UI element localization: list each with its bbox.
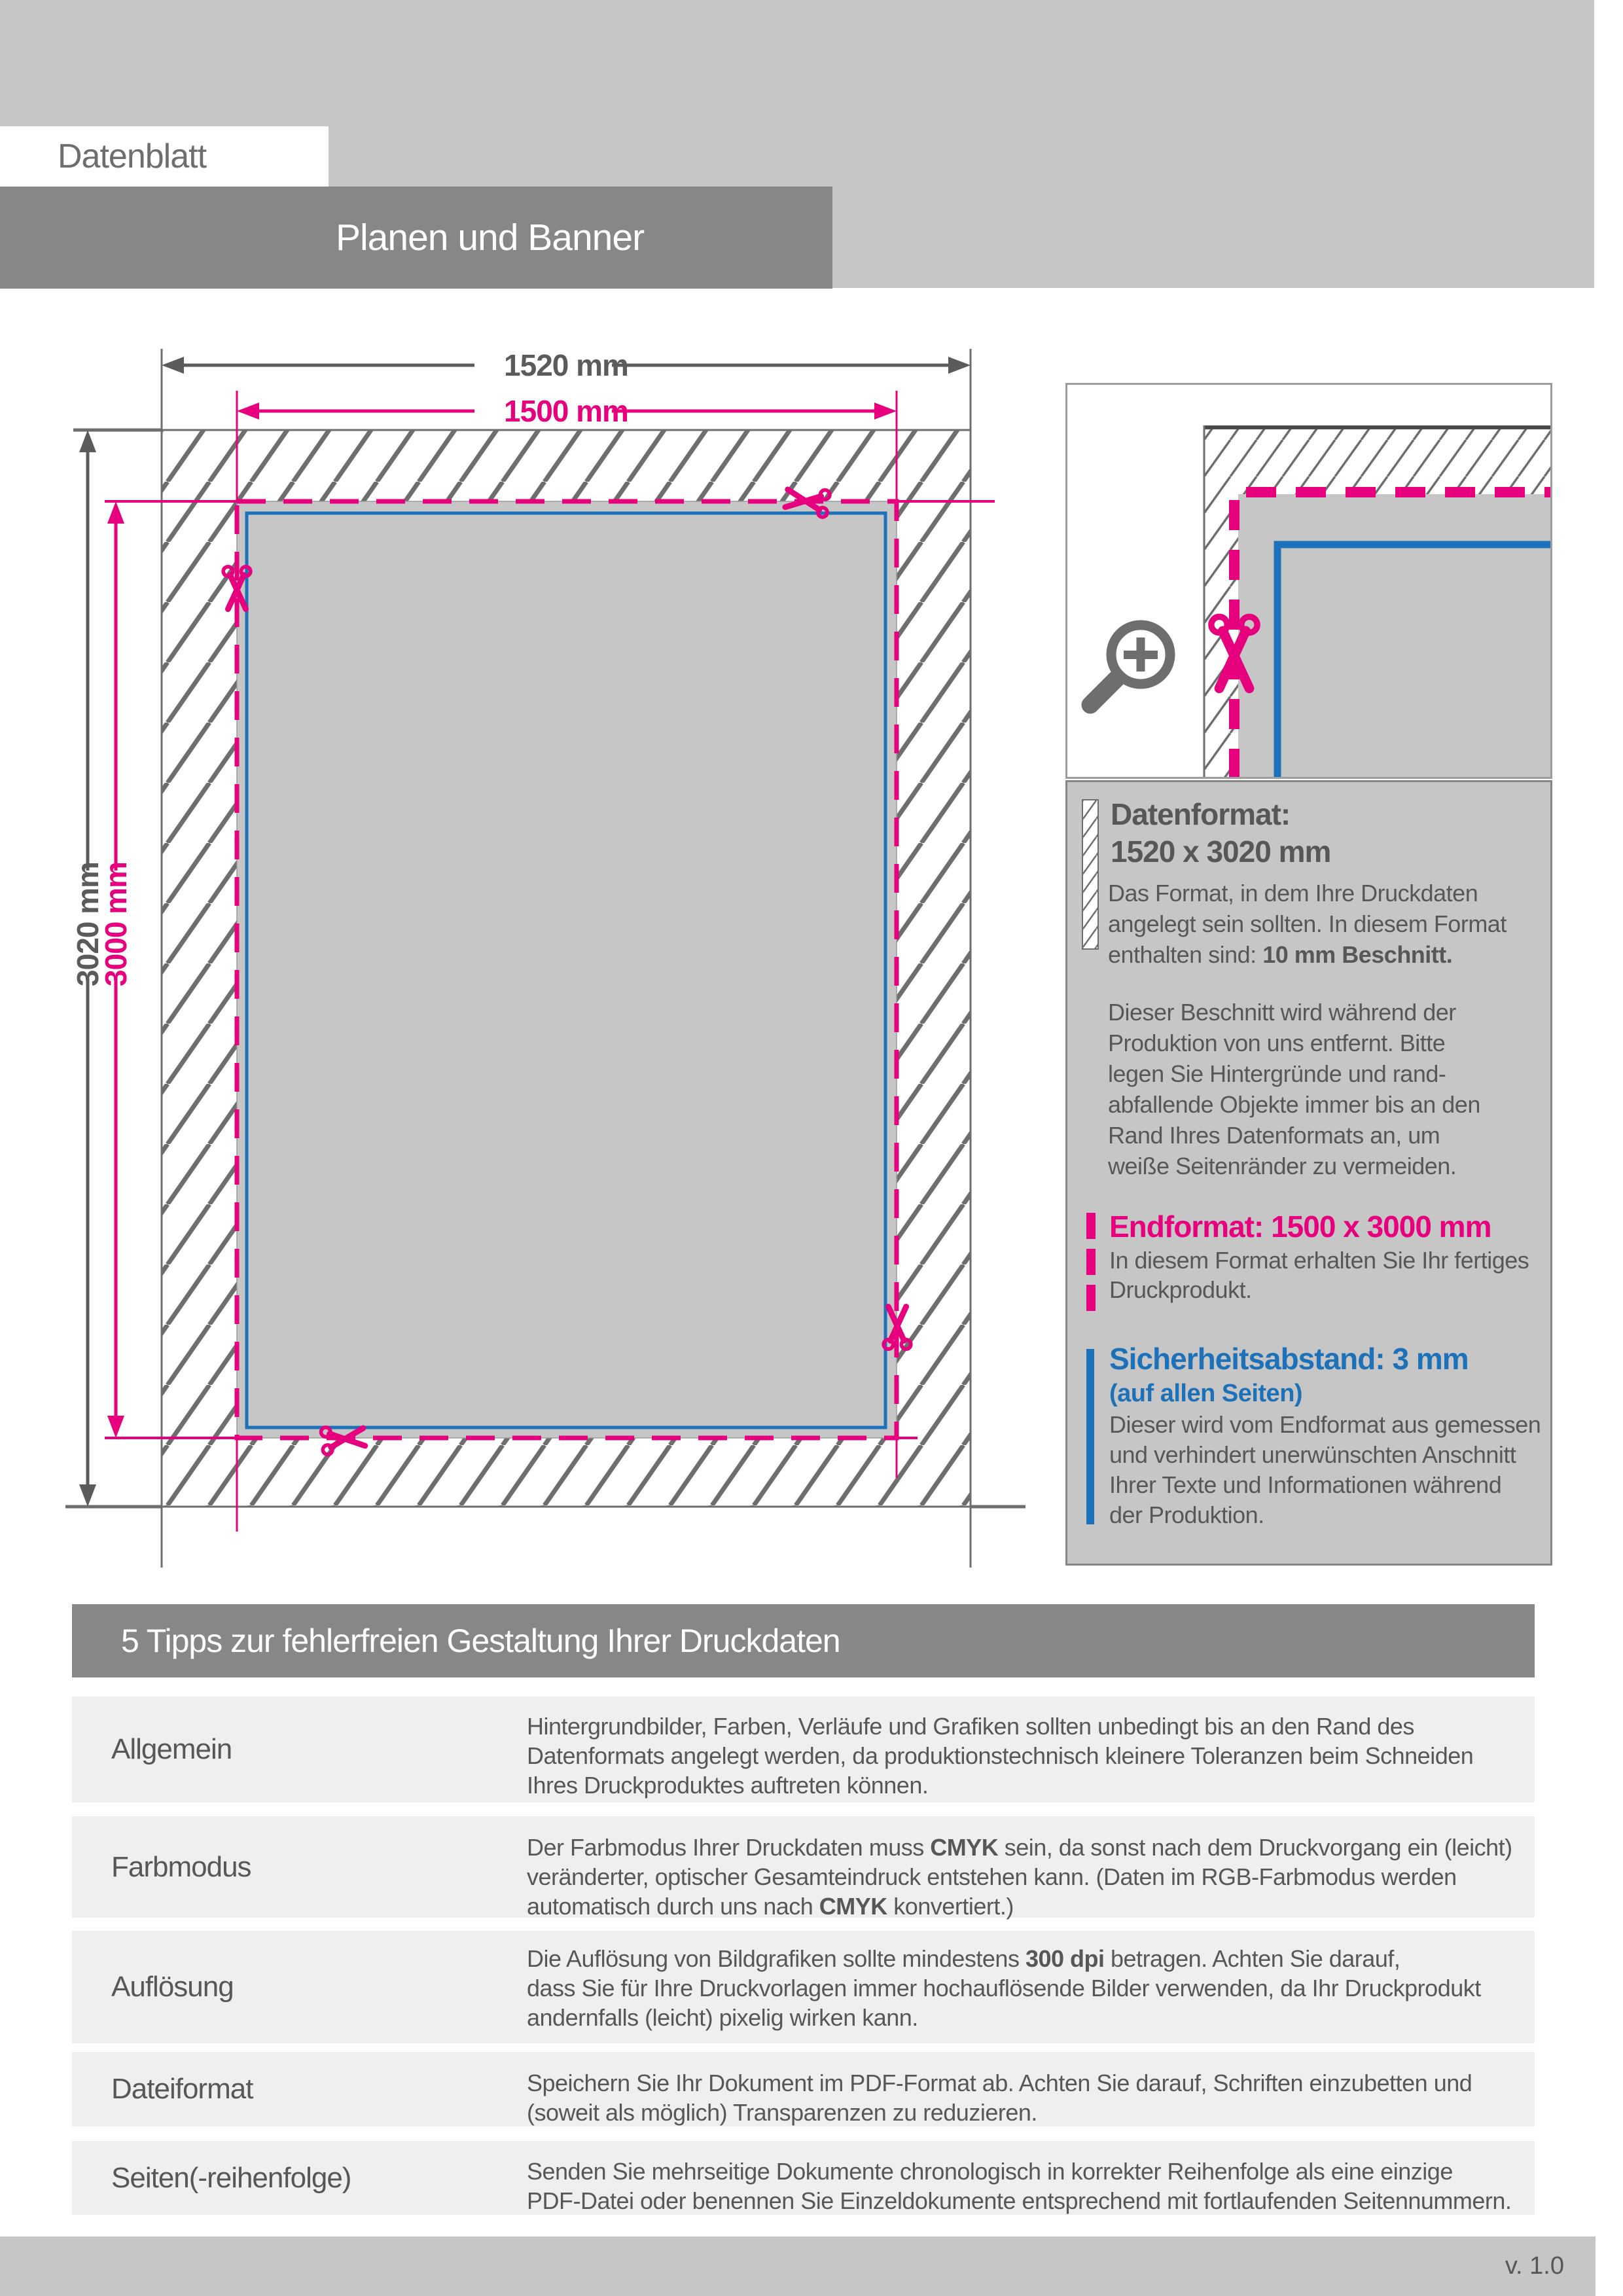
datenformat-size: 1520 x 3020 mm — [1111, 834, 1331, 869]
tip-label: Allgemein — [111, 1733, 232, 1765]
bleed-paragraph: Dieser Beschnitt wird während der Produktion von uns entfernt. Bitte legen Sie Hintergründe und rand- abfallende Objekte immer bis an den Rand Ihres Datenformats an, um weiße Seitenränder zu vermeiden. — [1108, 999, 1480, 1179]
product-title-band — [0, 187, 832, 289]
sicherheitsabstand-paragraph: Dieser wird vom Endformat aus gemessen und verhindert unerwünschten Anschnitt Ihrer Texte und Informationen während der Produktion. — [1109, 1411, 1541, 1528]
footer-band — [0, 2236, 1596, 2296]
tip-label: Farbmodus — [111, 1850, 251, 1883]
tip-text: Speichern Sie Ihr Dokument im PDF-Format ab. Achten Sie darauf, Schriften einzubetten und (soweit als möglich) Transparenzen zu reduzieren. — [527, 2070, 1472, 2126]
tip-text: Senden Sie mehrseitige Dokumente chronologisch in korrekter Reihenfolge als eine einzige PDF-Datei oder benennen Sie Einzeldokumente entsprechend mit fortlaufenden Seitennummern. — [527, 2158, 1512, 2214]
inset-endformat-area — [1238, 494, 1550, 777]
sicherheitsabstand-title: Sicherheitsabstand: 3 mm — [1109, 1342, 1469, 1376]
version-label: v. 1.0 — [1505, 2252, 1564, 2280]
datenformat-paragraph: Das Format, in dem Ihre Druckdaten angelegt sein sollten. In diesem Format enthalten sind: 10 mm Beschnitt. — [1108, 880, 1507, 968]
cut-line-swatch-icon — [1086, 1213, 1096, 1311]
doc-type-label: Datenblatt — [58, 137, 207, 175]
safety-swatch-icon — [1086, 1349, 1094, 1524]
dim-label-1520: 1520 mm — [504, 348, 628, 382]
dimension-inner-width — [237, 394, 897, 428]
tip-row-farbmodus — [72, 1816, 1535, 1918]
endformat-paragraph: In diesem Format erhalten Sie Ihr fertiges Druckprodukt. — [1109, 1247, 1529, 1303]
bleed-swatch-icon — [1082, 799, 1099, 950]
tip-row-aufloesung — [72, 1931, 1535, 2043]
tip-label: Seiten(-reihenfolge) — [111, 2161, 351, 2194]
format-diagram — [0, 288, 1060, 1604]
tip-text: Die Auflösung von Bildgrafiken sollte mindestens 300 dpi betragen. Achten Sie darauf, dass Sie für Ihre Druckvorlagen immer hochauflösende Bilder verwenden, da Ihr Druckprodukt andernfalls (leicht) pixelig wirken kann. — [527, 1945, 1481, 2031]
dimension-inner-height — [99, 501, 133, 1438]
tips-header-band — [72, 1604, 1535, 1677]
format-info-panel — [1065, 780, 1552, 1566]
dim-label-1500: 1500 mm — [504, 394, 628, 428]
tip-label: Dateiformat — [111, 2073, 253, 2105]
tip-row-seitenreihenfolge — [72, 2141, 1535, 2215]
dim-label-3020: 3020 mm — [71, 862, 105, 986]
dimension-outer-width — [162, 348, 971, 382]
product-title: Planen und Banner — [336, 217, 645, 259]
endformat-area — [237, 501, 897, 1438]
tip-row-allgemein — [72, 1696, 1535, 1803]
corner-zoom-illustration — [1067, 385, 1550, 777]
tip-label: Auflösung — [111, 1971, 234, 2003]
tip-text: Der Farbmodus Ihrer Druckdaten muss CMYK sein, da sonst nach dem Druckvorgang ein (leicht) veränderter, optischer Gesamteindruck entstehen kann. (Daten im RGB-Farbmodus werden automatisch durch uns nach CMYK konvertiert.) — [527, 1834, 1512, 1920]
tip-row-dateiformat — [72, 2052, 1535, 2126]
tips-header: 5 Tipps zur fehlerfreien Gestaltung Ihrer Druckdaten — [121, 1623, 840, 1659]
dim-label-3000: 3000 mm — [99, 862, 133, 986]
datenformat-title: Datenformat: — [1111, 797, 1291, 831]
endformat-title: Endformat: 1500 x 3000 mm — [1109, 1210, 1491, 1244]
tip-text: Hintergrundbilder, Farben, Verläufe und Grafiken sollten unbedingt bis an den Rand des Datenformats angelegt werden, da produktionstechnisch kleinere Toleranzen beim Schneiden Ihres Druckproduktes auftreten können. — [527, 1713, 1474, 1799]
corner-zoom-box — [1065, 383, 1552, 779]
magnifier-plus-icon — [1090, 625, 1170, 705]
doc-type-box — [0, 126, 329, 187]
sicherheitsabstand-subtitle: (auf allen Seiten) — [1109, 1380, 1303, 1407]
